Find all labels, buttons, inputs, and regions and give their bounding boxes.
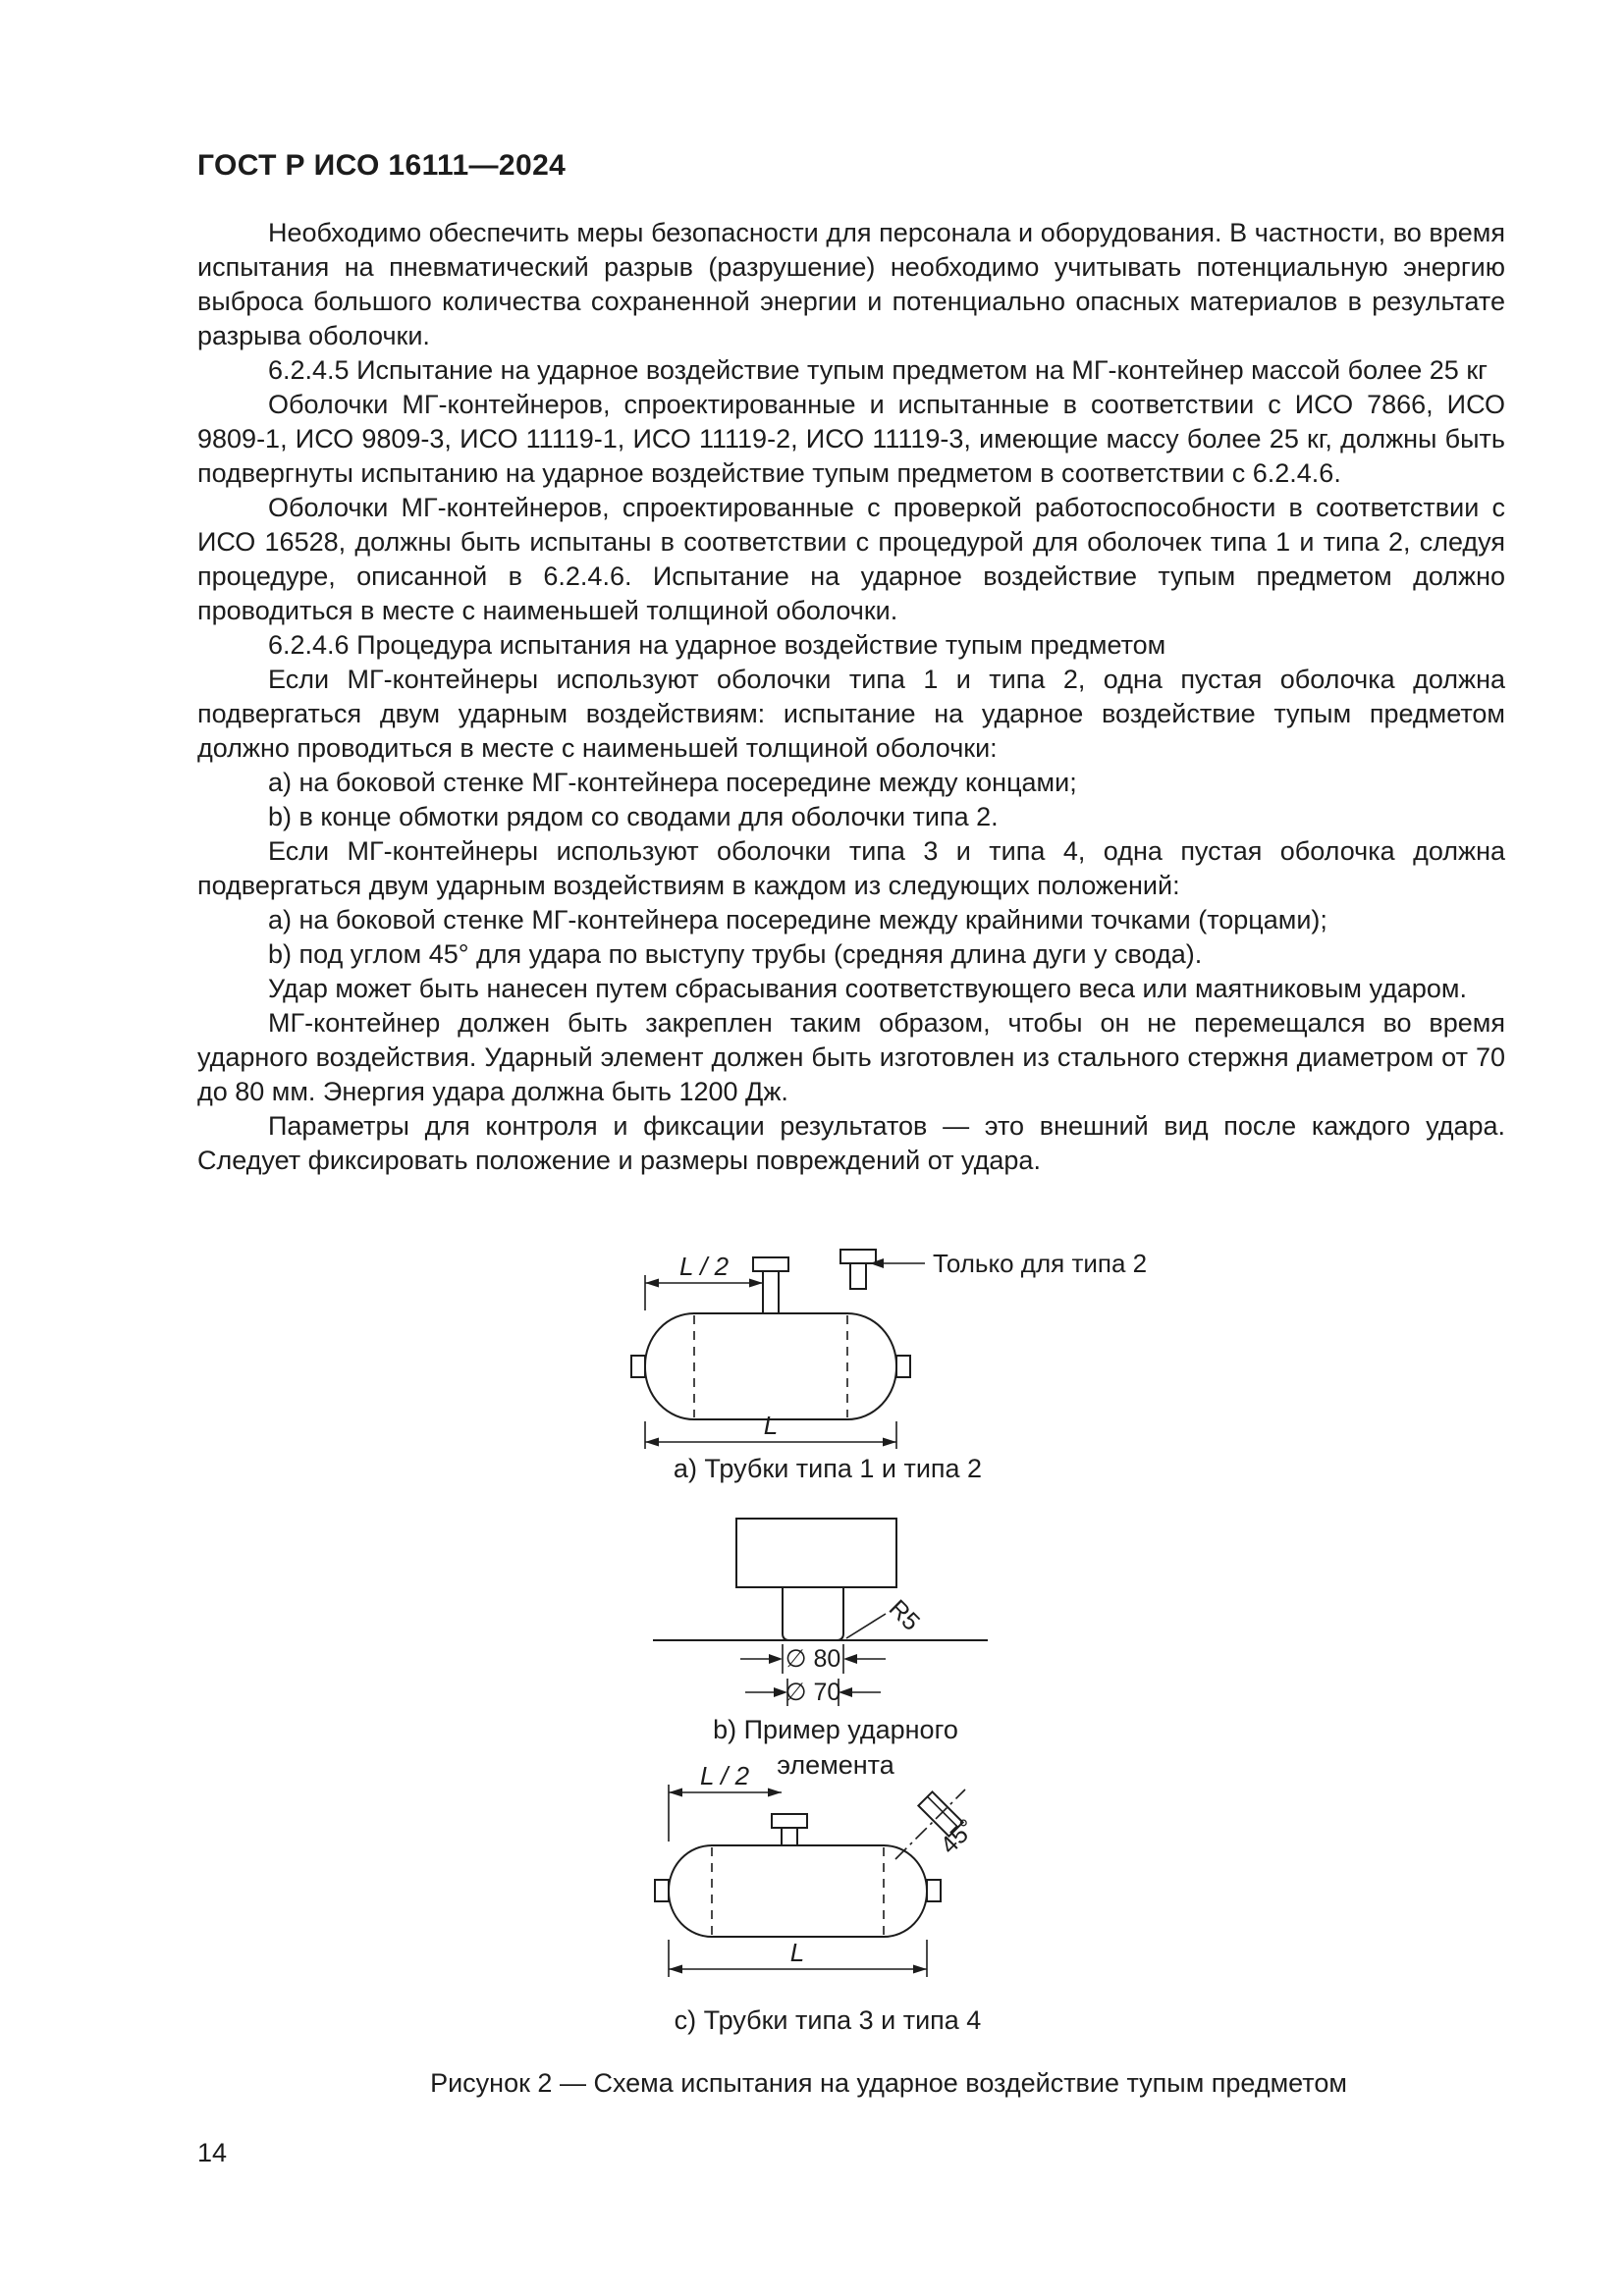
dim-label-length: L — [789, 1938, 805, 1967]
valve-icon — [772, 1814, 807, 1845]
figure-a-caption: a) Трубки типа 1 и типа 2 — [673, 1454, 983, 1483]
paragraph: МГ-контейнер должен быть закреплен таким образом, чтобы он не перемещался во время ударного воздействия. Ударный элемент должен быть изготовлен из стального стержня диаметром от 70 до 80 мм. Энергия удара должна быть 1200 Дж. — [197, 1008, 1505, 1106]
tube-outline — [669, 1845, 927, 1937]
clause-heading-6-2-4-6: 6.2.4.6 Процедура испытания на ударное воздействие тупым предметом — [268, 630, 1166, 660]
valve-icon — [753, 1257, 788, 1313]
tube-outline — [645, 1313, 896, 1419]
dim-label-half-length: L / 2 — [678, 1252, 730, 1281]
paragraph: Параметры для контроля и фиксации результатов — это внешний вид после каждого удара. Следует фиксировать положение и размеры повреждений от удара. — [197, 1111, 1505, 1175]
arrowhead-icon — [669, 1789, 682, 1797]
radius-leader-line — [846, 1614, 886, 1638]
figure-a-drawing — [619, 1220, 1375, 1466]
impact-weight-block — [736, 1519, 896, 1587]
end-boss — [655, 1880, 669, 1901]
dim-label-d80: ∅ 80 — [785, 1645, 841, 1673]
body-text — [197, 216, 1505, 1178]
end-boss — [631, 1356, 645, 1377]
note-type2-label: Только для типа 2 — [933, 1249, 1148, 1278]
figure-b-caption-line1: b) Пример ударного — [713, 1715, 958, 1744]
arrowhead-icon — [645, 1438, 659, 1447]
paragraph: Оболочки МГ-контейнеров, спроектированные с проверкой работоспособности в соответствии с ИСО 16528, должны быть испытаны в соответствии с процедурой для оболочек типа 1 и типа 2, следуя процедуре, описанной в 6.2.4.6. Испытание на ударное воздействие тупым предметом должно проводиться в месте с наименьшей толщиной оболочки. — [197, 493, 1505, 625]
clause-heading-6-2-4-5: 6.2.4.5 Испытание на ударное воздействие тупым предметом на МГ-контейнер массой более 25 кг — [268, 355, 1488, 385]
arrowhead-icon — [913, 1965, 927, 1974]
arrowhead-icon — [669, 1965, 682, 1974]
paragraph: Оболочки МГ-контейнеров, спроектированные и испытанные в соответствии с ИСО 7866, ИСО 9809-1, ИСО 9809-3, ИСО 11119-1, ИСО 11119-2, ИСО 11119-3, имеющие массу более 25 кг, должны быть подвергнуты испытанию на ударное воздействие тупым предметом в соответствии с 6.2.4.6. — [197, 390, 1505, 488]
end-boss — [896, 1356, 910, 1377]
paragraph: Если МГ-контейнеры используют оболочки типа 1 и типа 2, одна пустая оболочка должна подвергаться двум ударным воздействиям: испытание на ударное воздействие тупым предметом должно проводиться в месте с наименьшей толщиной оболочки: — [197, 665, 1505, 763]
dim-label-half-length: L / 2 — [699, 1765, 750, 1790]
impact-rod — [783, 1587, 843, 1640]
paragraph: Удар может быть нанесен путем сбрасывания соответствующего веса или маятниковым ударом. — [268, 974, 1467, 1003]
arrowhead-icon — [843, 1654, 857, 1664]
figure-b-caption-line2: элемента — [777, 1750, 894, 1780]
arrowhead-icon — [768, 1789, 782, 1797]
valve-type2-icon — [840, 1250, 876, 1289]
radius-label: R5 — [883, 1594, 926, 1636]
list-item-b: b) в конце обмотки рядом со сводами для оболочки типа 2. — [268, 802, 999, 831]
end-boss — [927, 1880, 941, 1901]
arrowhead-icon — [645, 1279, 659, 1288]
figure-c-caption: c) Трубки типа 3 и типа 4 — [674, 2005, 982, 2035]
arrowhead-icon — [883, 1438, 896, 1447]
dim-label-d70: ∅ 70 — [785, 1679, 841, 1706]
dim-label-length: L — [763, 1411, 779, 1440]
figure-c-drawing — [628, 1765, 1198, 2015]
paragraph: Необходимо обеспечить меры безопасности для персонала и оборудования. В частности, во время испытания на пневматический разрыв (разрушение) необходимо учитывать потенциальную энергию выброса большого количества сохраненной энергии и потенциально опасных материалов в результате разрыва оболочки. — [197, 218, 1505, 350]
arrowhead-icon — [749, 1279, 763, 1288]
list-item-a: a) на боковой стенке МГ-контейнера посередине между крайними точками (торцами); — [268, 905, 1327, 934]
list-item-b: b) под углом 45° для удара по выступу трубы (средняя длина дуги у свода). — [268, 939, 1203, 969]
page-number: 14 — [197, 2138, 228, 2167]
angle-label: 45° — [935, 1813, 981, 1860]
list-item-a: a) на боковой стенке МГ-контейнера посередине между концами; — [268, 768, 1077, 797]
standard-number-header: ГОСТ Р ИСО 16111—2024 — [197, 149, 567, 182]
paragraph: Если МГ-контейнеры используют оболочки типа 3 и типа 4, одна пустая оболочка должна подвергаться двум ударным воздействиям в каждом из следующих положений: — [197, 836, 1505, 900]
arrowhead-icon — [769, 1654, 783, 1664]
figure-caption: Рисунок 2 — Схема испытания на ударное воздействие тупым предметом — [430, 2068, 1347, 2098]
